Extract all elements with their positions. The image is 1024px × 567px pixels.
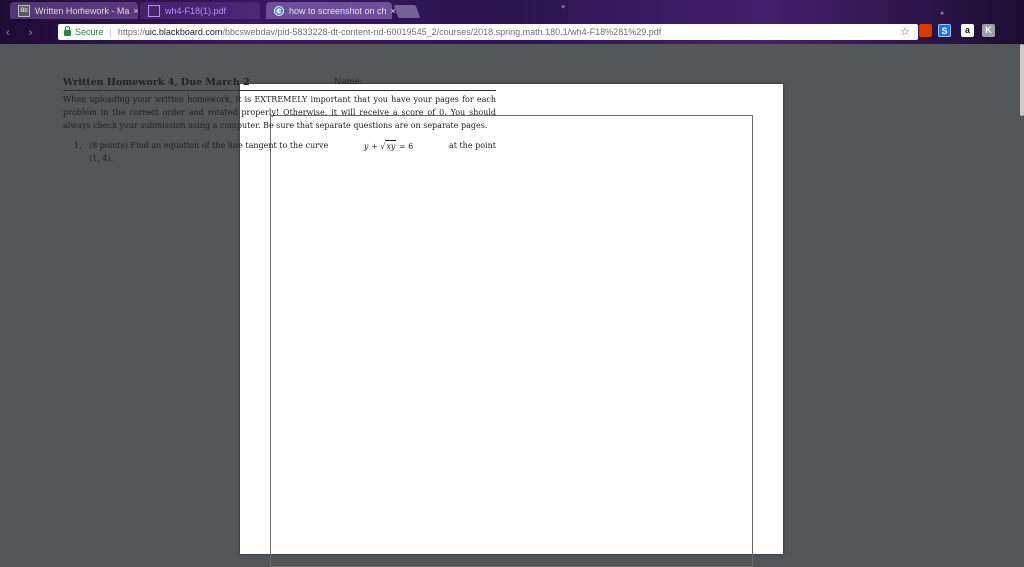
blackboard-icon: Bb [18, 5, 30, 17]
equation-rhs: = 6 [396, 142, 414, 151]
equation: y + √xy = 6 [363, 142, 414, 151]
k-icon[interactable]: K [982, 24, 995, 37]
problem-text-after: at the point [448, 141, 496, 150]
problem-text: (8 points) Find an equation of the line tangent to the curve [89, 141, 329, 150]
address-bar[interactable] [58, 24, 918, 40]
document-icon [148, 5, 160, 17]
close-tab-icon[interactable]: × [390, 5, 396, 16]
equation-radicand: xy [386, 142, 396, 151]
separator: | [109, 27, 112, 37]
tab-label: how to screenshot on ch [289, 5, 387, 16]
tab-written-homework[interactable] [10, 2, 138, 19]
url-path: /bbcswebdav/pid-5833228-dt-content-rid-60019545_2/courses/2018.spring.math.180.1/wh4-F18%281%29.pdf [222, 27, 662, 37]
toolbar [0, 22, 1024, 42]
nav-buttons[interactable]: ‹ › [6, 27, 41, 39]
problem-number: 1. [74, 141, 82, 150]
office-icon[interactable] [919, 24, 932, 37]
amazon-icon[interactable]: a [961, 24, 974, 37]
tab-label: wh4-F18(1).pdf [165, 5, 227, 16]
tab-pdf[interactable] [140, 2, 260, 19]
equation-lhs: y + [363, 142, 381, 151]
browser-chrome [0, 0, 1024, 44]
problem-point: (1, 4). [89, 154, 114, 163]
lock-icon [64, 30, 71, 36]
name-label: Name: [334, 77, 363, 87]
document-header [63, 77, 496, 91]
page-border [270, 115, 753, 567]
instructions: When uploading your written homework, it is EXTREMELY important that you have your pages for each problem in the correct order and rotated properly! Otherwise, it will receive a score of 0. You should always check your submission using a computer. Be sure that separate questions are on separate pages. [63, 95, 496, 130]
url-host: uic.blackboard.com [144, 27, 223, 37]
secure-label: Secure [75, 27, 104, 37]
page-title: Written Homework 4, Due March 2 [63, 77, 250, 88]
google-icon [274, 6, 284, 16]
new-tab-button[interactable] [394, 5, 421, 18]
tab-how-to-screenshot[interactable] [266, 2, 396, 19]
tab-strip [0, 0, 1024, 20]
document-content [63, 77, 496, 165]
tab-label: Written Homework - Ma [35, 5, 130, 16]
bookmark-star-icon[interactable]: ☆ [900, 26, 910, 38]
problem-line [89, 140, 496, 153]
scrollbar[interactable] [1020, 44, 1024, 116]
problem-1 [63, 140, 496, 165]
s-icon[interactable]: S [938, 24, 951, 37]
close-tab-icon[interactable]: × [133, 5, 139, 16]
url-scheme: https:// [117, 27, 145, 37]
